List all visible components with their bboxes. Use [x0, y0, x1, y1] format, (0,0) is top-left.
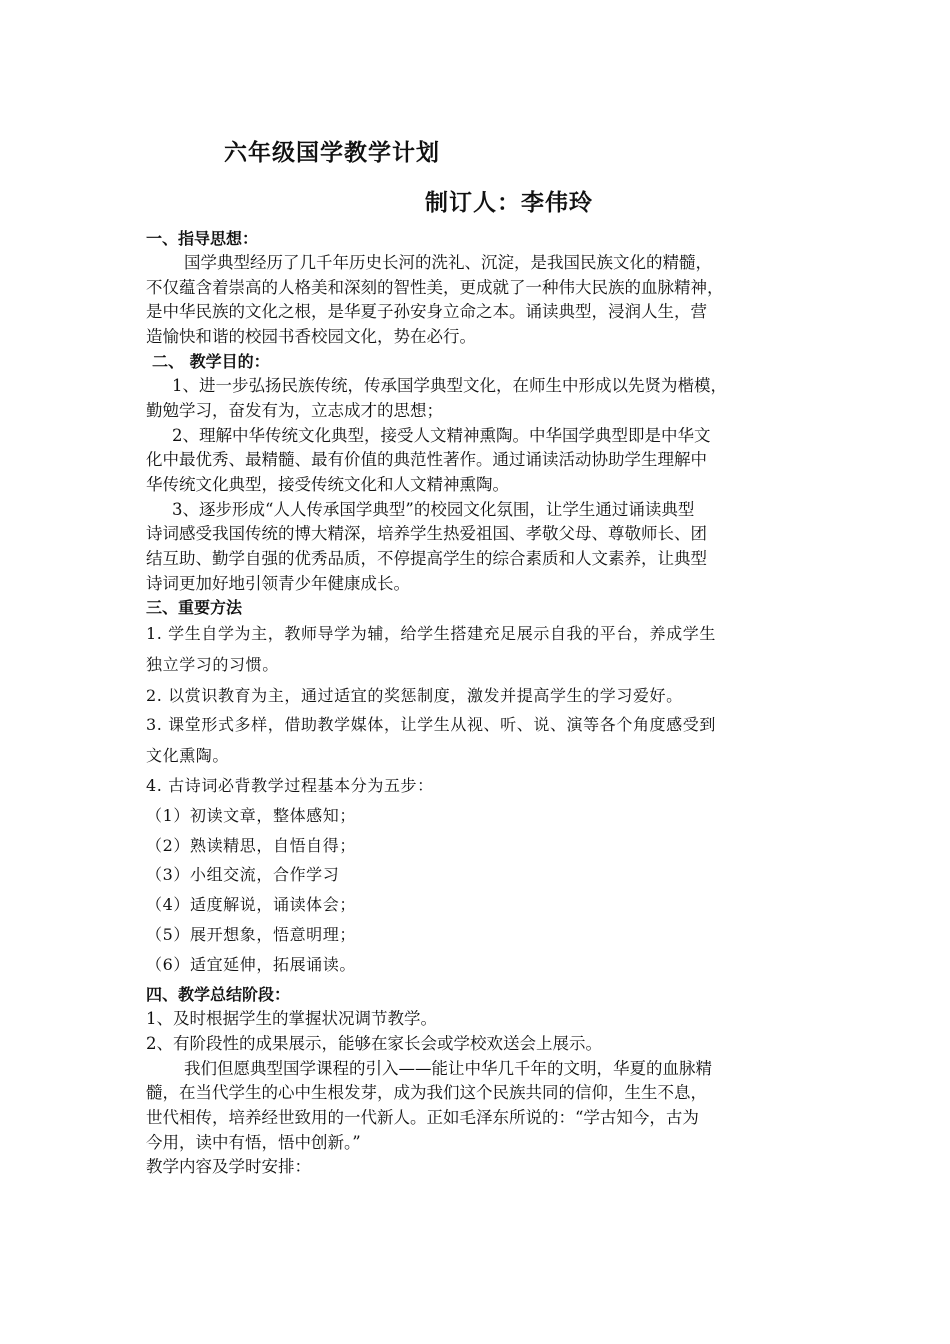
list-item: （2）熟读精思，自悟自得； — [146, 836, 356, 855]
paragraph-line: 3、逐步形成“人人传承国学典型”的校园文化氛围，让学生通过诵读典型 — [172, 500, 695, 519]
list-item: （6）适宜延伸，拓展诵读。 — [146, 955, 356, 974]
paragraph-line: 1、及时根据学生的掌握状况调节教学。 — [146, 1009, 437, 1028]
paragraph-line: 化中最优秀、最精髓、最有价值的典范性著作。通过诵读活动协助学生理解中 — [146, 450, 707, 469]
paragraph-line: 结互助、勤学自强的优秀品质，不停提高学生的综合素质和人文素养，让典型 — [146, 549, 707, 568]
paragraph-line: 髓，在当代学生的心中生根发芽，成为我们这个民族共同的信仰，生生不息， — [146, 1083, 707, 1102]
list-item: 文化熏陶。 — [146, 746, 230, 765]
list-item: （3）小组交流，合作学习 — [146, 865, 340, 884]
paragraph-line: 1、进一步弘扬民族传统，传承国学典型文化，在师生中形成以先贤为楷模， — [172, 376, 727, 395]
paragraph-line: 华传统文化典型，接受传统文化和人文精神熏陶。 — [146, 475, 509, 494]
list-item: 4. 古诗词必背教学过程基本分为五步： — [146, 776, 434, 795]
paragraph-line: 勤勉学习，奋发有为，立志成才的思想； — [146, 401, 443, 420]
section-heading-methods: 三、重要方法 — [146, 598, 243, 617]
list-item: （4）适度解说，诵读体会； — [146, 895, 356, 914]
paragraph-line: 国学典型经历了几千年历史长河的洗礼、沉淀，是我国民族文化的精髓， — [184, 253, 712, 272]
document-author: 制订人：李伟玲 — [425, 190, 593, 216]
paragraph-line: 世代相传，培养经世致用的一代新人。正如毛泽东所说的：“学古知今，古为 — [146, 1108, 699, 1127]
paragraph-line: 诗词感受我国传统的博大精深，培养学生热爱祖国、孝敬父母、尊敬师长、团 — [146, 524, 707, 543]
paragraph-line: 教学内容及学时安排： — [146, 1157, 311, 1176]
list-item: 3. 课堂形式多样，借助教学媒体，让学生从视、听、说、演等各个角度感受到 — [146, 715, 716, 734]
document-title: 六年级国学教学计划 — [224, 140, 440, 166]
paragraph-line: 2、理解中华传统文化典型，接受人文精神熏陶。中华国学典型即是中华文 — [172, 426, 711, 445]
paragraph-line: 2、有阶段性的成果展示，能够在家长会或学校欢送会上展示。 — [146, 1034, 602, 1053]
list-item: （5）展开想象，悟意明理； — [146, 925, 356, 944]
list-item: 独立学习的习惯。 — [146, 655, 279, 674]
list-item: 1. 学生自学为主，教师导学为辅，给学生搭建充足展示自我的平台，养成学生 — [146, 624, 716, 643]
paragraph-line: 不仅蕴含着崇高的人格美和深刻的智性美，更成就了一种伟大民族的血脉精神， — [146, 278, 724, 297]
list-item: 2. 以赏识教育为主，通过适宜的奖惩制度，激发并提高学生的学习爱好。 — [146, 686, 683, 705]
paragraph-line: 诗词更加好地引领青少年健康成长。 — [146, 574, 410, 593]
section-heading-teaching-goals: 二、 教学目的： — [152, 352, 270, 371]
paragraph-line: 今用，读中有悟，悟中创新。” — [146, 1133, 361, 1152]
section-heading-guiding-idea: 一、指导思想： — [146, 229, 259, 248]
paragraph-line: 我们但愿典型国学课程的引入——能让中华几千年的文明，华夏的血脉精 — [184, 1059, 712, 1078]
list-item: （1）初读文章，整体感知； — [146, 806, 356, 825]
paragraph-line: 造愉快和谐的校园书香校园文化，势在必行。 — [146, 327, 476, 346]
section-heading-summary: 四、教学总结阶段： — [146, 985, 291, 1004]
paragraph-line: 是中华民族的文化之根，是华夏子孙安身立命之本。诵读典型，浸润人生，营 — [146, 302, 707, 321]
